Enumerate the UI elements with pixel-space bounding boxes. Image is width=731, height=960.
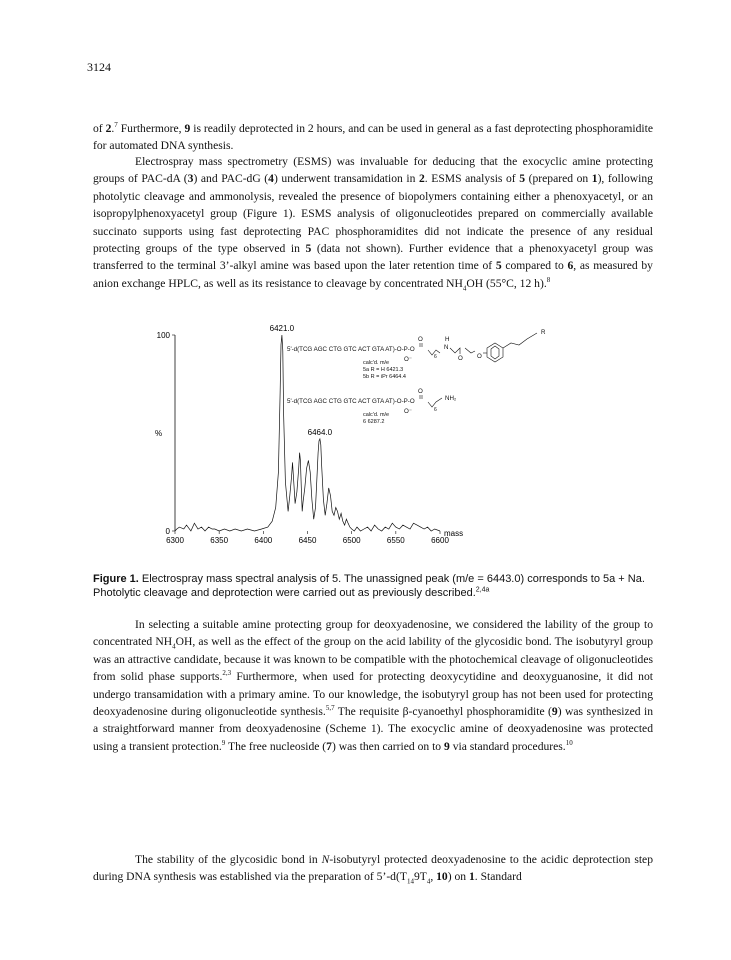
struct2-O-minus: O⁻ <box>404 408 413 415</box>
x-tick-label: 6450 <box>298 536 317 545</box>
x-tick-label: 6600 <box>431 536 449 545</box>
structure2-calc: calc'd. m/e <box>363 412 390 418</box>
struct1-sub6: 6 <box>434 354 437 360</box>
x-tick-label: 6350 <box>210 536 229 545</box>
page-number: 3124 <box>87 60 111 74</box>
caption-label: Figure 1. <box>93 573 139 585</box>
paragraph-4: The stability of the glycosidic bond in N-isobutyryl protected deoxyadenosine to the acidic deprotection step during DNA synthesis was established via the preparation of $5’-d(T_{14}9T_4$, 10) on 1. Standard <box>93 853 653 886</box>
caption-sup: 2,4a <box>475 585 490 593</box>
structure1-seq: 5'-d(TCG AGC CTG GTC ACT GTA AT)-O-P-O <box>287 346 415 353</box>
struct1-H: H <box>445 336 450 343</box>
paragraph-2: Electrospray mass spectrometry (ESMS) was invaluable for deducing that the exocyclic amine protecting groups of PAC-dA (3) and PAC-dG (4) underwent transamidation in 2. ESMS analysis of 5 (prepared on 1), following photolytic cleavage and ammonolysis, revealed the presence of biopolymers containing either a phenoxyacetyl, or an isopropylphenoxyacetyl group (Figure 1). ESMS analysis of oligonucleotides prepared on commercially available succinato supports using fast deprotecting PAC phosphoramidites did not indicate the presence of any residual protecting groups of the type observed in 5 (data not shown). Further evidence that a phenoxyacetyl group was transferred to the terminal 3’-alkyl amine was based upon the later retention time of 5 compared to 6, as measured by anion exchange HPLC, as well as its resistance to cleavage by concentrated $NH_4OH$ (55°C, 12 h).$^8$ <box>93 155 653 293</box>
x-tick-label: 6300 <box>166 536 184 545</box>
y-axis-label: % <box>155 429 163 438</box>
struct1-carbonyl-O: O <box>458 355 463 362</box>
paragraph-1: of 2.$^7$ Furthermore, 9 is readily deprotected in 2 hours, and can be used in general as a fast deprotecting phosphoramidite for automated DNA synthesis. <box>93 121 654 153</box>
structure-labels <box>287 329 546 425</box>
paragraph-3: In selecting a suitable amine protecting group for deoxyadenosine, we considered the lability of the group to concentrated $NH_4OH$, as well as the effect of the group on the acid lability of the glycosidic bond. The isobutyryl group was an attractive candidate, because it was known to be compatible with the photochemical cleavage of oligonucleotides from solid phase supports.$^{2,3}$ Furthermore, when used for protecting deoxycytidine and deoxyguanosine, it did not undergo transamidation with a primary amine. To our knowledge, the isobutyryl group has not been used for protecting deoxyadenosine during oligonucleotide synthesis.$^{5,7}$ The requisite β-cyanoethyl phosphoramidite (9) was synthesized in a straightforward manner from deoxyadenosine (Scheme 1). The exocyclic amine of deoxyadenosine was protected using a transient protection.$^9$ The free nucleoside (7) was then carried on to 9 via standard procedures.$^{10}$ <box>93 618 653 753</box>
x-tick-label: 6500 <box>342 536 361 545</box>
x-tick-label: 6400 <box>254 536 273 545</box>
structure2-6: 6 6287.2 <box>363 419 385 425</box>
structure1-calc: calc'd. m/e <box>363 360 390 366</box>
struct2-O-top: O <box>418 388 423 395</box>
structure1-5a: 5a R = H 6421.3 <box>363 367 404 373</box>
struct1-ether-O: O <box>477 353 482 360</box>
struct1-O-top: O <box>418 336 423 343</box>
struct1-N: N <box>444 344 449 351</box>
structure-bonds <box>420 333 537 407</box>
x-axis-label: mass <box>444 529 464 538</box>
y-tick-label: 100 <box>156 331 170 340</box>
peak-label: 6421.0 <box>269 324 295 333</box>
x-tick-label: 6550 <box>386 536 405 545</box>
peak-label: 6464.0 <box>307 427 333 437</box>
structure2-seq: 5'-d(TCG AGC CTG GTC ACT GTA AT)-O-P-O <box>287 398 415 405</box>
caption-text: Electrospray mass spectral analysis of 5. The unassigned peak (m/e = 6443.0) corresponds to 5a + Na. Photolytic cleavage and deprotection were carried out as previously described. <box>93 573 645 599</box>
struct2-sub6: 6 <box>434 407 437 413</box>
struct1-R: R <box>541 329 546 336</box>
figure-caption <box>93 573 653 600</box>
structure1-5b: 5b R = iPr 6464.4 <box>363 374 406 380</box>
struct2-NH2: NH₂ <box>445 395 457 402</box>
figure-1-spectrum <box>155 320 575 565</box>
struct1-O-minus: O⁻ <box>404 356 413 363</box>
y-tick-label: 0 <box>165 527 170 536</box>
